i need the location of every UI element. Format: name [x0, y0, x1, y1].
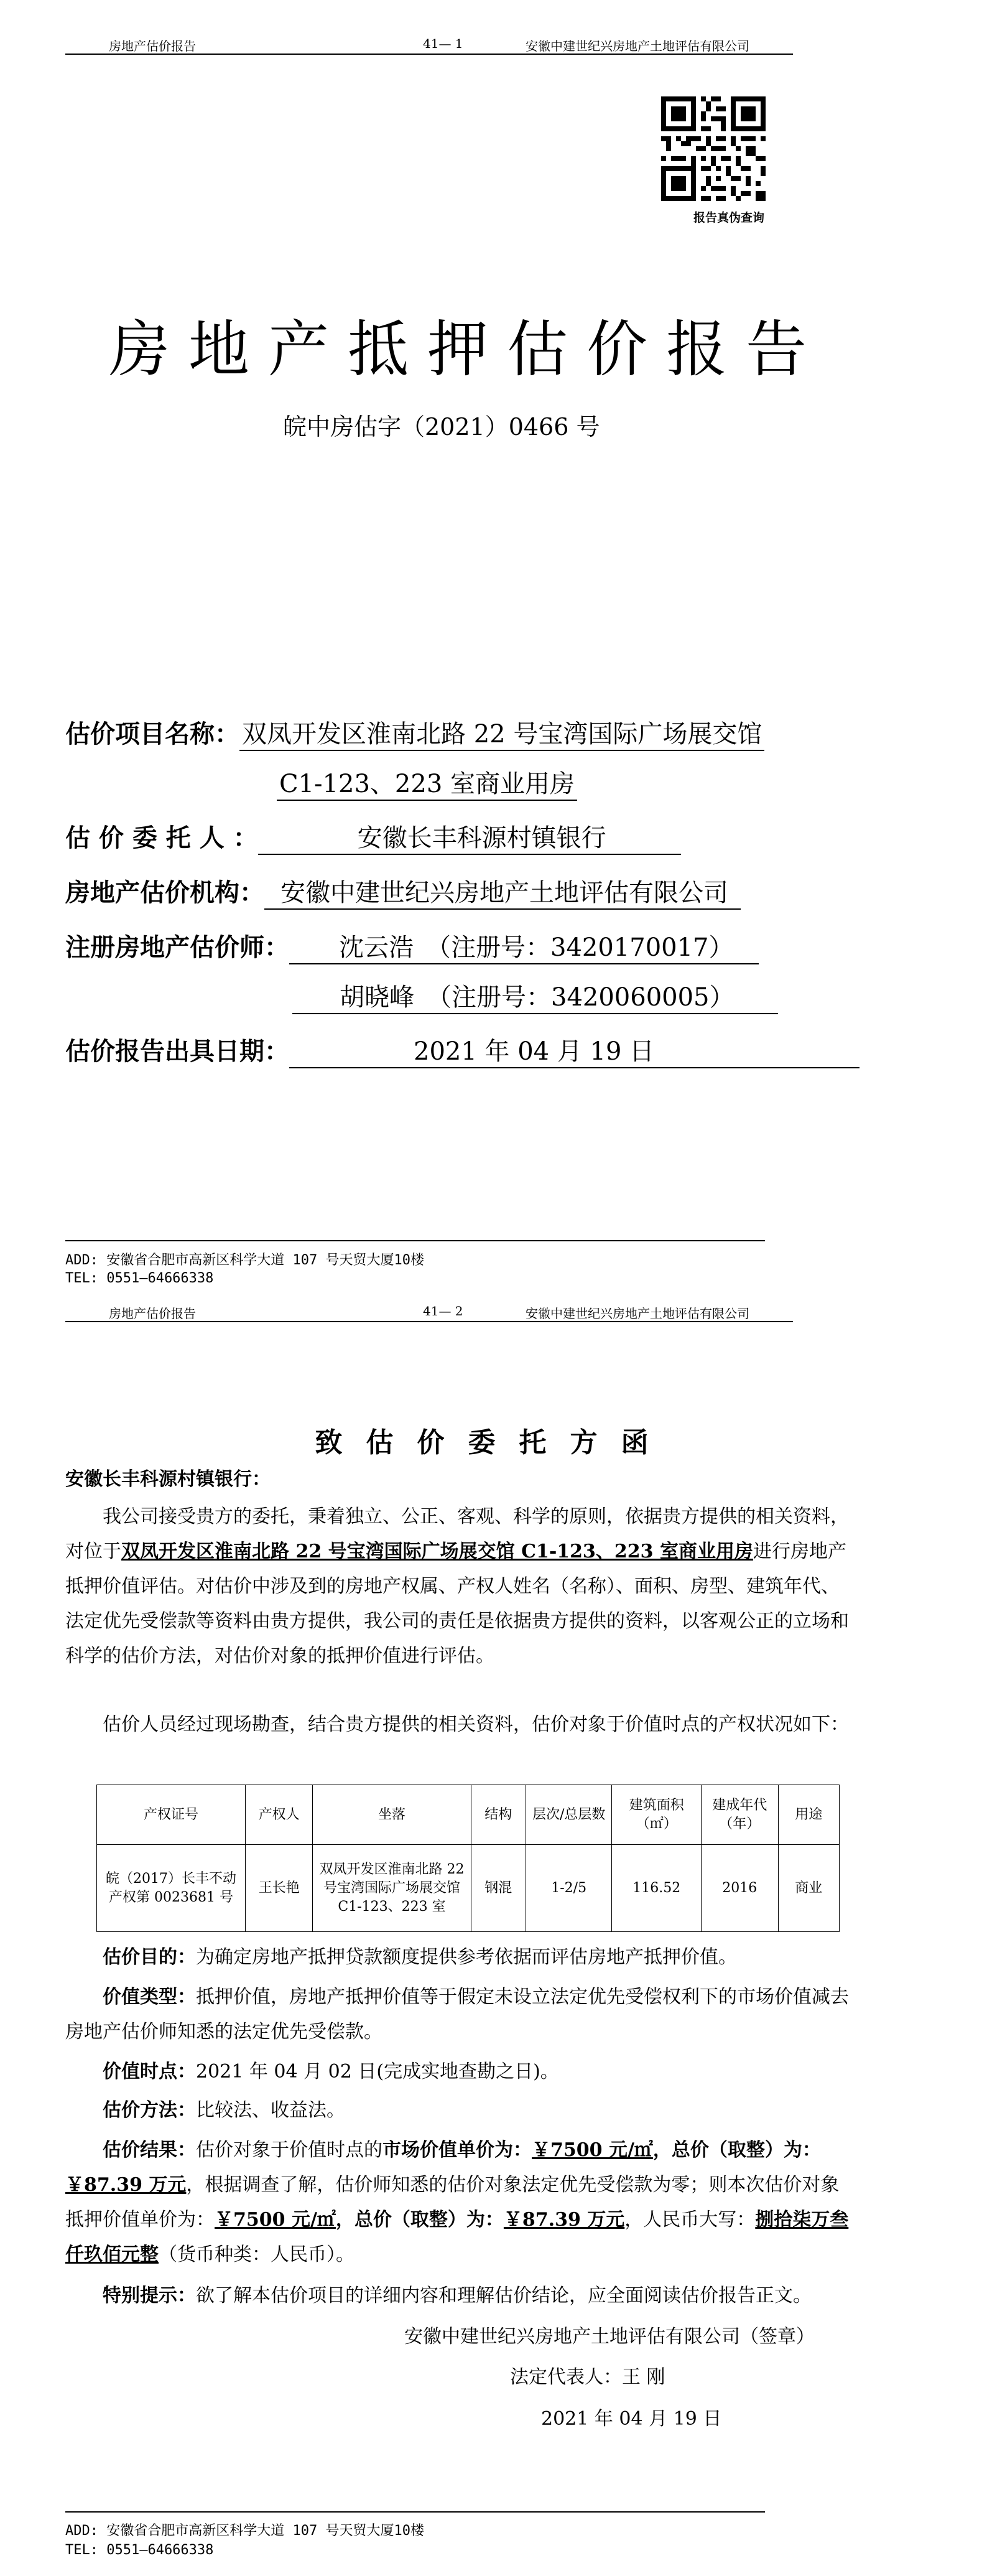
- result-text: 市场价值单价为：: [382, 2139, 532, 2161]
- table-cell: 1-2/5: [526, 1845, 612, 1932]
- agency-label: 房地产估价机构：: [65, 878, 264, 907]
- table-cell: 商业: [778, 1845, 839, 1932]
- table-cell: 皖（2017）长丰不动产权第 0023681 号: [97, 1845, 246, 1932]
- intro-text-c: 进行房地产抵押价值评估。对估价中涉及到的房地产权属、产权人姓名（名称）、面积、房型、建筑年代、法定优先受偿款等资料由贵方提供，我公司的责任是依据贵方提供的资料，以客观公正的立场和科学的估价方法，对估价对象的抵押价值进行评估。: [65, 1541, 849, 1667]
- intro-text-a: 我公司接受贵方的委托，秉着独立、公正、客观、科学的原则，依据贵方提供的相关资料，对位于: [65, 1506, 849, 1562]
- table-cell: 钢混: [471, 1845, 526, 1932]
- date-label: 估价报告出具日期：: [65, 1037, 289, 1066]
- page2-header: [65, 1304, 793, 1322]
- notice-text: 欲了解本估价项目的详细内容和理解估价结论，应全面阅读估价报告正文。: [196, 2285, 812, 2307]
- value-time-text: 2021 年 04 月 02 日(完成实地查勘之日)。: [196, 2061, 559, 2083]
- table-cell: 2016: [702, 1845, 779, 1932]
- result-text: ，根据调查了解，估价师知悉的估价对象法定优先受偿款为零；则本次估价对象抵押价值单价为：: [65, 2174, 840, 2231]
- appraiser-row-2: [292, 978, 778, 1014]
- report-number: 皖中房估字（2021）0466 号: [283, 413, 600, 441]
- recipient: 安徽长丰科源村镇银行：: [65, 1468, 271, 1490]
- value-time-paragraph: [65, 2055, 849, 2089]
- qr-caption: 报告真伪查询: [693, 211, 765, 225]
- table-header: 产权证号: [97, 1785, 246, 1845]
- notice-paragraph: [65, 2279, 849, 2313]
- header-left: 房地产估价报告: [109, 1306, 196, 1321]
- page1-footer-tel: TEL: 0551—64666338: [65, 1271, 214, 1286]
- property-table: [96, 1785, 840, 1932]
- project-row-2: [277, 764, 577, 801]
- table-header: 结构: [471, 1785, 526, 1845]
- header-right: 安徽中建世纪兴房地产土地评估有限公司: [526, 39, 749, 54]
- purpose-paragraph: [65, 1940, 849, 1975]
- report-title: 房地产抵押估价报告: [109, 314, 826, 385]
- result-text: （货币种类：人民币）。: [159, 2244, 354, 2266]
- purpose-text: 为确定房地产抵押贷款额度提供参考依据而评估房地产抵押价值。: [196, 1946, 737, 1968]
- amount-in-words: 捌拾柒万叁仟玖佰元整: [65, 2209, 849, 2266]
- value-type-label: 价值类型：: [103, 1986, 196, 2008]
- result-text: ，人民币大写：: [624, 2209, 756, 2231]
- market-unit-price: ￥7500 元/㎡: [532, 2139, 653, 2161]
- page1-header: [65, 36, 793, 55]
- appraiser-2: 胡晓峰 （注册号：3420060005）: [292, 978, 778, 1014]
- market-total-price: ￥87.39 万元: [65, 2174, 187, 2196]
- client-label: 估 价 委 托 人 ：: [65, 823, 258, 852]
- header-left: 房地产估价报告: [109, 39, 196, 54]
- agency-value: 安徽中建世纪兴房地产土地评估有限公司: [264, 873, 741, 910]
- project-value-line2: C1-123、223 室商业用房: [277, 764, 577, 801]
- date-value: 2021 年 04 月 19 日: [289, 1032, 860, 1068]
- table-header-row: [97, 1785, 840, 1845]
- table-header: 坐落: [313, 1785, 471, 1845]
- project-row: [65, 714, 764, 751]
- result-text: ，总价（取整）为：: [652, 2139, 821, 2161]
- date-row: [65, 1032, 860, 1068]
- client-row: [65, 818, 681, 855]
- header-page-number: 41— 1: [423, 36, 463, 51]
- table-header: 用途: [778, 1785, 839, 1845]
- mortgage-total-price: ￥87.39 万元: [503, 2209, 625, 2231]
- table-row: [97, 1845, 840, 1932]
- result-text: ，总价（取整）为：: [335, 2209, 504, 2231]
- method-label: 估价方法：: [103, 2099, 196, 2121]
- project-value-line1: 双凤开发区淮南北路 22 号宝湾国际广场展交馆: [239, 714, 764, 751]
- survey-paragraph: 估价人员经过现场勘查，结合贵方提供的相关资料，估价对象于价值时点的产权状况如下：: [103, 1714, 849, 1735]
- value-time-label: 价值时点：: [103, 2061, 196, 2083]
- project-label: 估价项目名称：: [65, 719, 239, 749]
- agency-row: [65, 873, 741, 910]
- sign-date: 2021 年 04 月 19 日: [541, 2408, 722, 2430]
- page2-footer-address: ADD: 安徽省合肥市高新区科学大道 107 号天贸大厦10楼: [65, 2523, 424, 2539]
- table-header: 层次/总层数: [526, 1785, 612, 1845]
- table-header: 建筑面积（㎡）: [612, 1785, 702, 1845]
- result-paragraph: [65, 2133, 849, 2272]
- page2-footer-rule: [65, 2511, 765, 2513]
- result-label: 估价结果：: [103, 2139, 196, 2161]
- purpose-label: 估价目的：: [103, 1946, 196, 1968]
- client-value: 安徽长丰科源村镇银行: [258, 818, 681, 855]
- mortgage-unit-price: ￥7500 元/㎡: [215, 2209, 336, 2231]
- table-cell: 双凤开发区淮南北路 22 号宝湾国际广场展交馆 C1-123、223 室: [313, 1845, 471, 1932]
- table-cell: 116.52: [612, 1845, 702, 1932]
- appraiser-label: 注册房地产估价师：: [65, 933, 289, 962]
- header-right: 安徽中建世纪兴房地产土地评估有限公司: [526, 1306, 749, 1321]
- intro-paragraph: [65, 1500, 849, 1674]
- intro-property-address: 双凤开发区淮南北路 22 号宝湾国际广场展交馆 C1-123、223 室商业用房: [121, 1541, 753, 1562]
- value-type-paragraph: [65, 1980, 849, 2050]
- company-signature: 安徽中建世纪兴房地产土地评估有限公司（签章）: [404, 2326, 815, 2348]
- table-cell: 王长艳: [246, 1845, 313, 1932]
- appraiser-1: 沈云浩 （注册号：3420170017）: [289, 928, 759, 964]
- table-header: 产权人: [246, 1785, 313, 1845]
- page1-footer-address: ADD: 安徽省合肥市高新区科学大道 107 号天贸大厦10楼: [65, 1253, 424, 1268]
- header-page-number: 41— 2: [423, 1304, 463, 1318]
- legal-representative: 法定代表人：王 刚: [510, 2366, 665, 2388]
- result-text: 估价对象于价值时点的: [196, 2139, 382, 2161]
- page1-footer-rule: [65, 1240, 765, 1241]
- method-text: 比较法、收益法。: [196, 2099, 345, 2121]
- page2-footer-tel: TEL: 0551—64666338: [65, 2542, 214, 2558]
- table-header: 建成年代（年）: [702, 1785, 779, 1845]
- qr-code-icon[interactable]: [661, 96, 766, 201]
- notice-label: 特别提示：: [103, 2285, 196, 2307]
- appraiser-row: [65, 928, 759, 964]
- letter-title: 致估价委托方函: [315, 1427, 672, 1458]
- method-paragraph: [65, 2093, 849, 2128]
- value-type-text: 抵押价值，房地产抵押价值等于假定未设立法定优先受偿权利下的市场价值减去房地产估价师知悉的法定优先受偿款。: [65, 1986, 849, 2043]
